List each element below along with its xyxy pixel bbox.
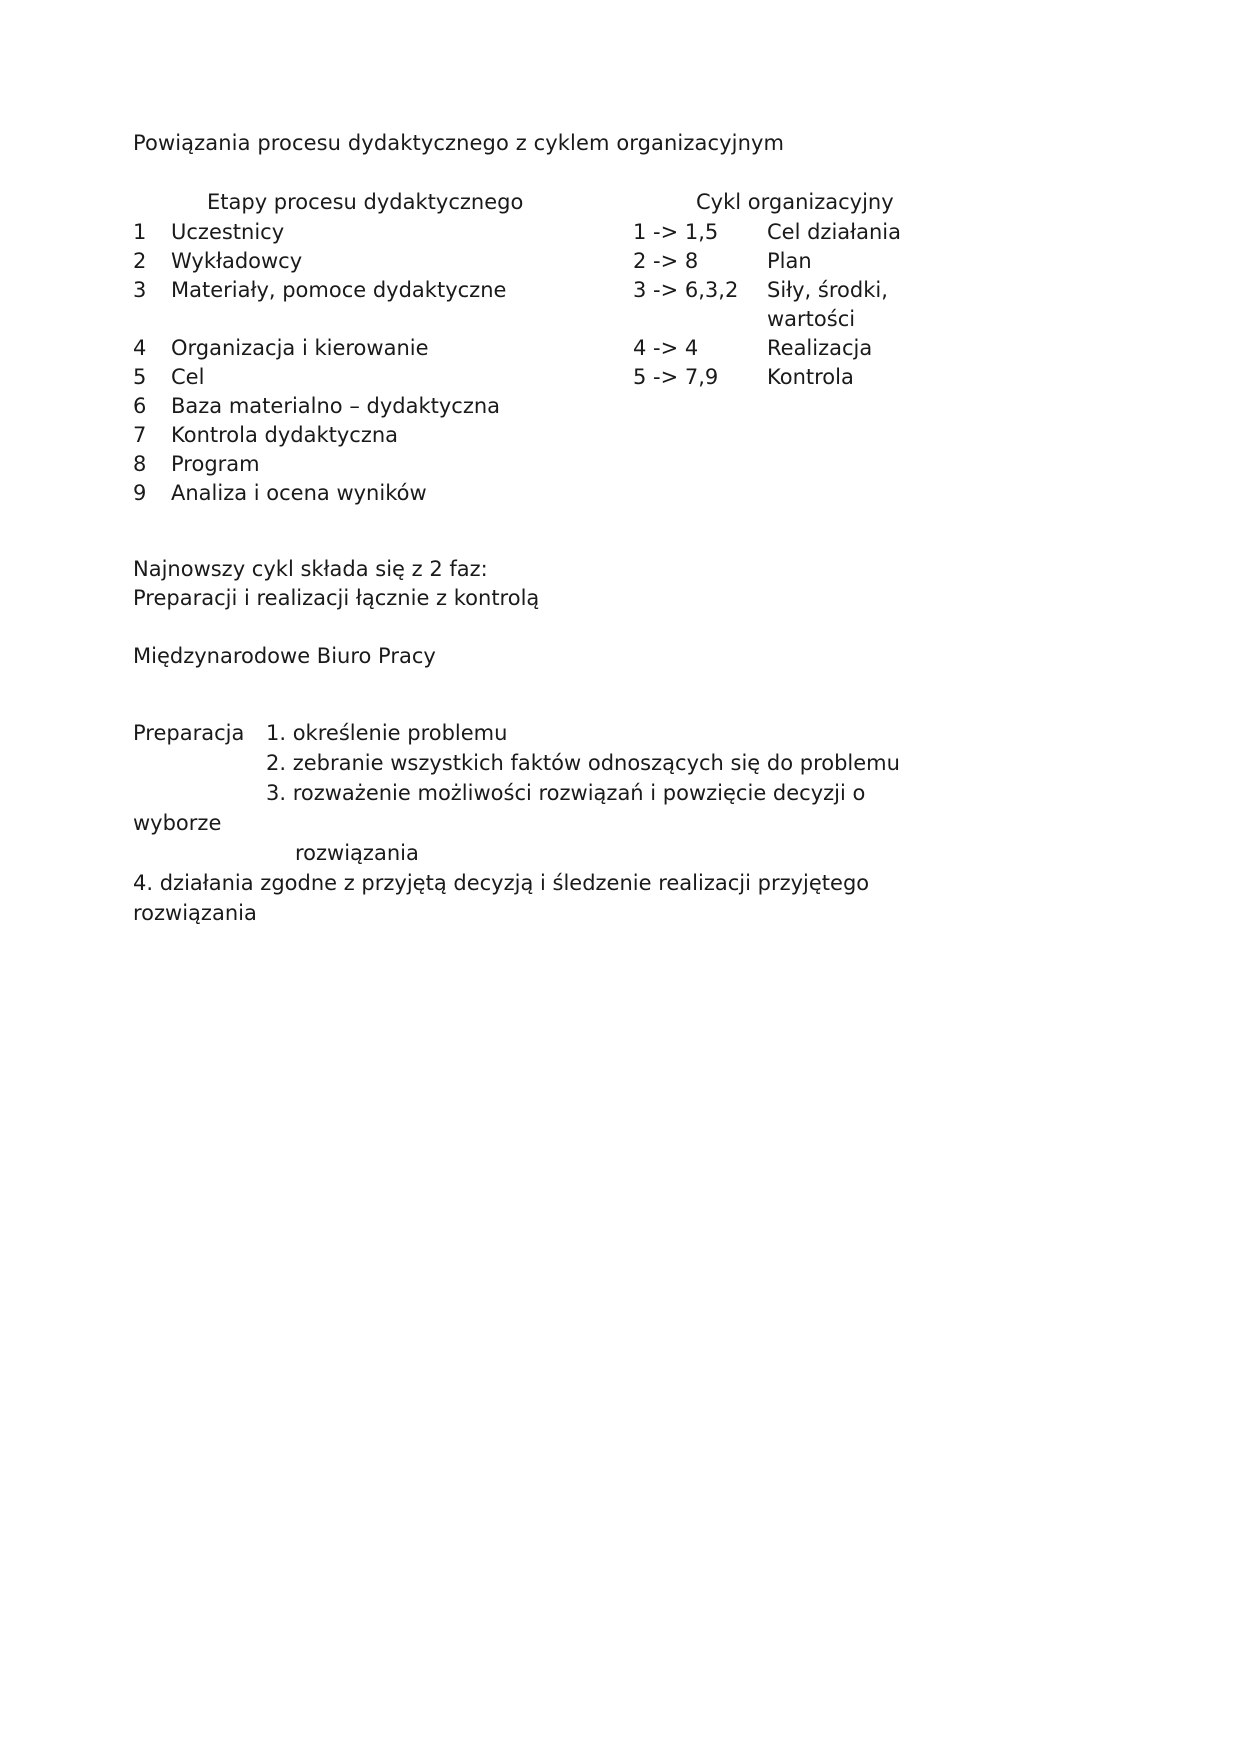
list-item-number: 6 bbox=[133, 394, 147, 418]
list-item bbox=[633, 247, 1093, 276]
list-item-number: 8 bbox=[133, 452, 147, 476]
cycle-label: Realizacja bbox=[767, 336, 873, 360]
list-item bbox=[133, 276, 653, 305]
list-item-label: Organizacja i kierowanie bbox=[171, 336, 429, 360]
preparation-section bbox=[133, 718, 1093, 928]
page-title: Powiązania procesu dydaktycznego z cyklem organizacyjnym bbox=[133, 131, 785, 155]
preparation-item: 2. zebranie wszystkich faktów odnoszących się do problemu bbox=[266, 751, 900, 775]
preparation-item: 3. rozważenie możliwości rozwiązań i powzięcie decyzji o bbox=[266, 781, 866, 805]
list-item-number: 9 bbox=[133, 481, 147, 505]
list-item bbox=[133, 479, 653, 508]
list-item bbox=[133, 334, 653, 363]
cycle-list bbox=[633, 218, 1093, 392]
list-item bbox=[133, 392, 653, 421]
preparation-item: 1. określenie problemu bbox=[266, 721, 508, 745]
list-item-number: 2 bbox=[133, 249, 147, 273]
list-item bbox=[133, 363, 653, 392]
preparation-label: Preparacja bbox=[133, 721, 245, 745]
list-item-label: Cel bbox=[171, 365, 205, 389]
paragraph-organization: Międzynarodowe Biuro Pracy bbox=[133, 644, 436, 668]
spacer bbox=[133, 700, 1093, 718]
list-item bbox=[633, 218, 1093, 247]
list-item-number: 5 bbox=[133, 365, 147, 389]
cycle-mapping: 5 -> 7,9 bbox=[633, 365, 719, 389]
cycle-label: Kontrola bbox=[767, 365, 854, 389]
cycle-mapping: 4 -> 4 bbox=[633, 336, 699, 360]
list-item bbox=[633, 276, 1093, 305]
spacer bbox=[133, 305, 653, 334]
list-item-label: Baza materialno – dydaktyczna bbox=[171, 394, 501, 418]
list-item-label: Program bbox=[171, 452, 260, 476]
list-item bbox=[133, 421, 653, 450]
preparation-item-continuation: wyborze bbox=[133, 811, 222, 835]
stages-list bbox=[133, 218, 653, 508]
list-item bbox=[133, 218, 653, 247]
cycle-mapping: 2 -> 8 bbox=[633, 249, 699, 273]
document-body bbox=[133, 128, 1093, 928]
list-item-number: 1 bbox=[133, 220, 147, 244]
column-header-left: Etapy procesu dydaktycznego bbox=[207, 190, 524, 214]
cycle-mapping: 1 -> 1,5 bbox=[633, 220, 719, 244]
list-item-label: Uczestnicy bbox=[171, 220, 285, 244]
spacer bbox=[133, 537, 1093, 555]
spacer bbox=[133, 613, 1093, 642]
list-item-label: Kontrola dydaktyczna bbox=[171, 423, 399, 447]
list-item bbox=[633, 363, 1093, 392]
paragraph-cycle-phases: Preparacji i realizacji łącznie z kontrolą bbox=[133, 586, 540, 610]
preparation-item-continuation: rozwiązania bbox=[133, 901, 257, 925]
list-item-label: Wykładowcy bbox=[171, 249, 303, 273]
list-item-number: 4 bbox=[133, 336, 147, 360]
list-item bbox=[133, 450, 653, 479]
cycle-mapping: 3 -> 6,3,2 bbox=[633, 278, 739, 302]
column-header-right: Cykl organizacyjny bbox=[696, 190, 894, 214]
list-item-label: Analiza i ocena wyników bbox=[171, 481, 427, 505]
preparation-item-continuation: rozwiązania bbox=[295, 841, 419, 865]
cycle-label: Siły, środki, bbox=[767, 278, 888, 302]
cycle-label: Cel działania bbox=[767, 220, 901, 244]
cycle-label-continuation: wartości bbox=[767, 307, 856, 331]
list-item-label: Materiały, pomoce dydaktyczne bbox=[171, 278, 507, 302]
two-column-section bbox=[133, 218, 1093, 508]
list-item bbox=[133, 247, 653, 276]
list-item bbox=[633, 334, 1093, 363]
preparation-items bbox=[133, 718, 1093, 928]
list-item-number: 3 bbox=[133, 278, 147, 302]
cycle-label: Plan bbox=[767, 249, 812, 273]
preparation-item: 4. działania zgodne z przyjętą decyzją i śledzenie realizacji przyjętego bbox=[133, 871, 870, 895]
spacer bbox=[133, 671, 1093, 700]
list-item-number: 7 bbox=[133, 423, 147, 447]
column-headers bbox=[133, 186, 1093, 218]
paragraph-cycle-intro: Najnowszy cykl składa się z 2 faz: bbox=[133, 557, 488, 581]
spacer bbox=[133, 508, 1093, 537]
